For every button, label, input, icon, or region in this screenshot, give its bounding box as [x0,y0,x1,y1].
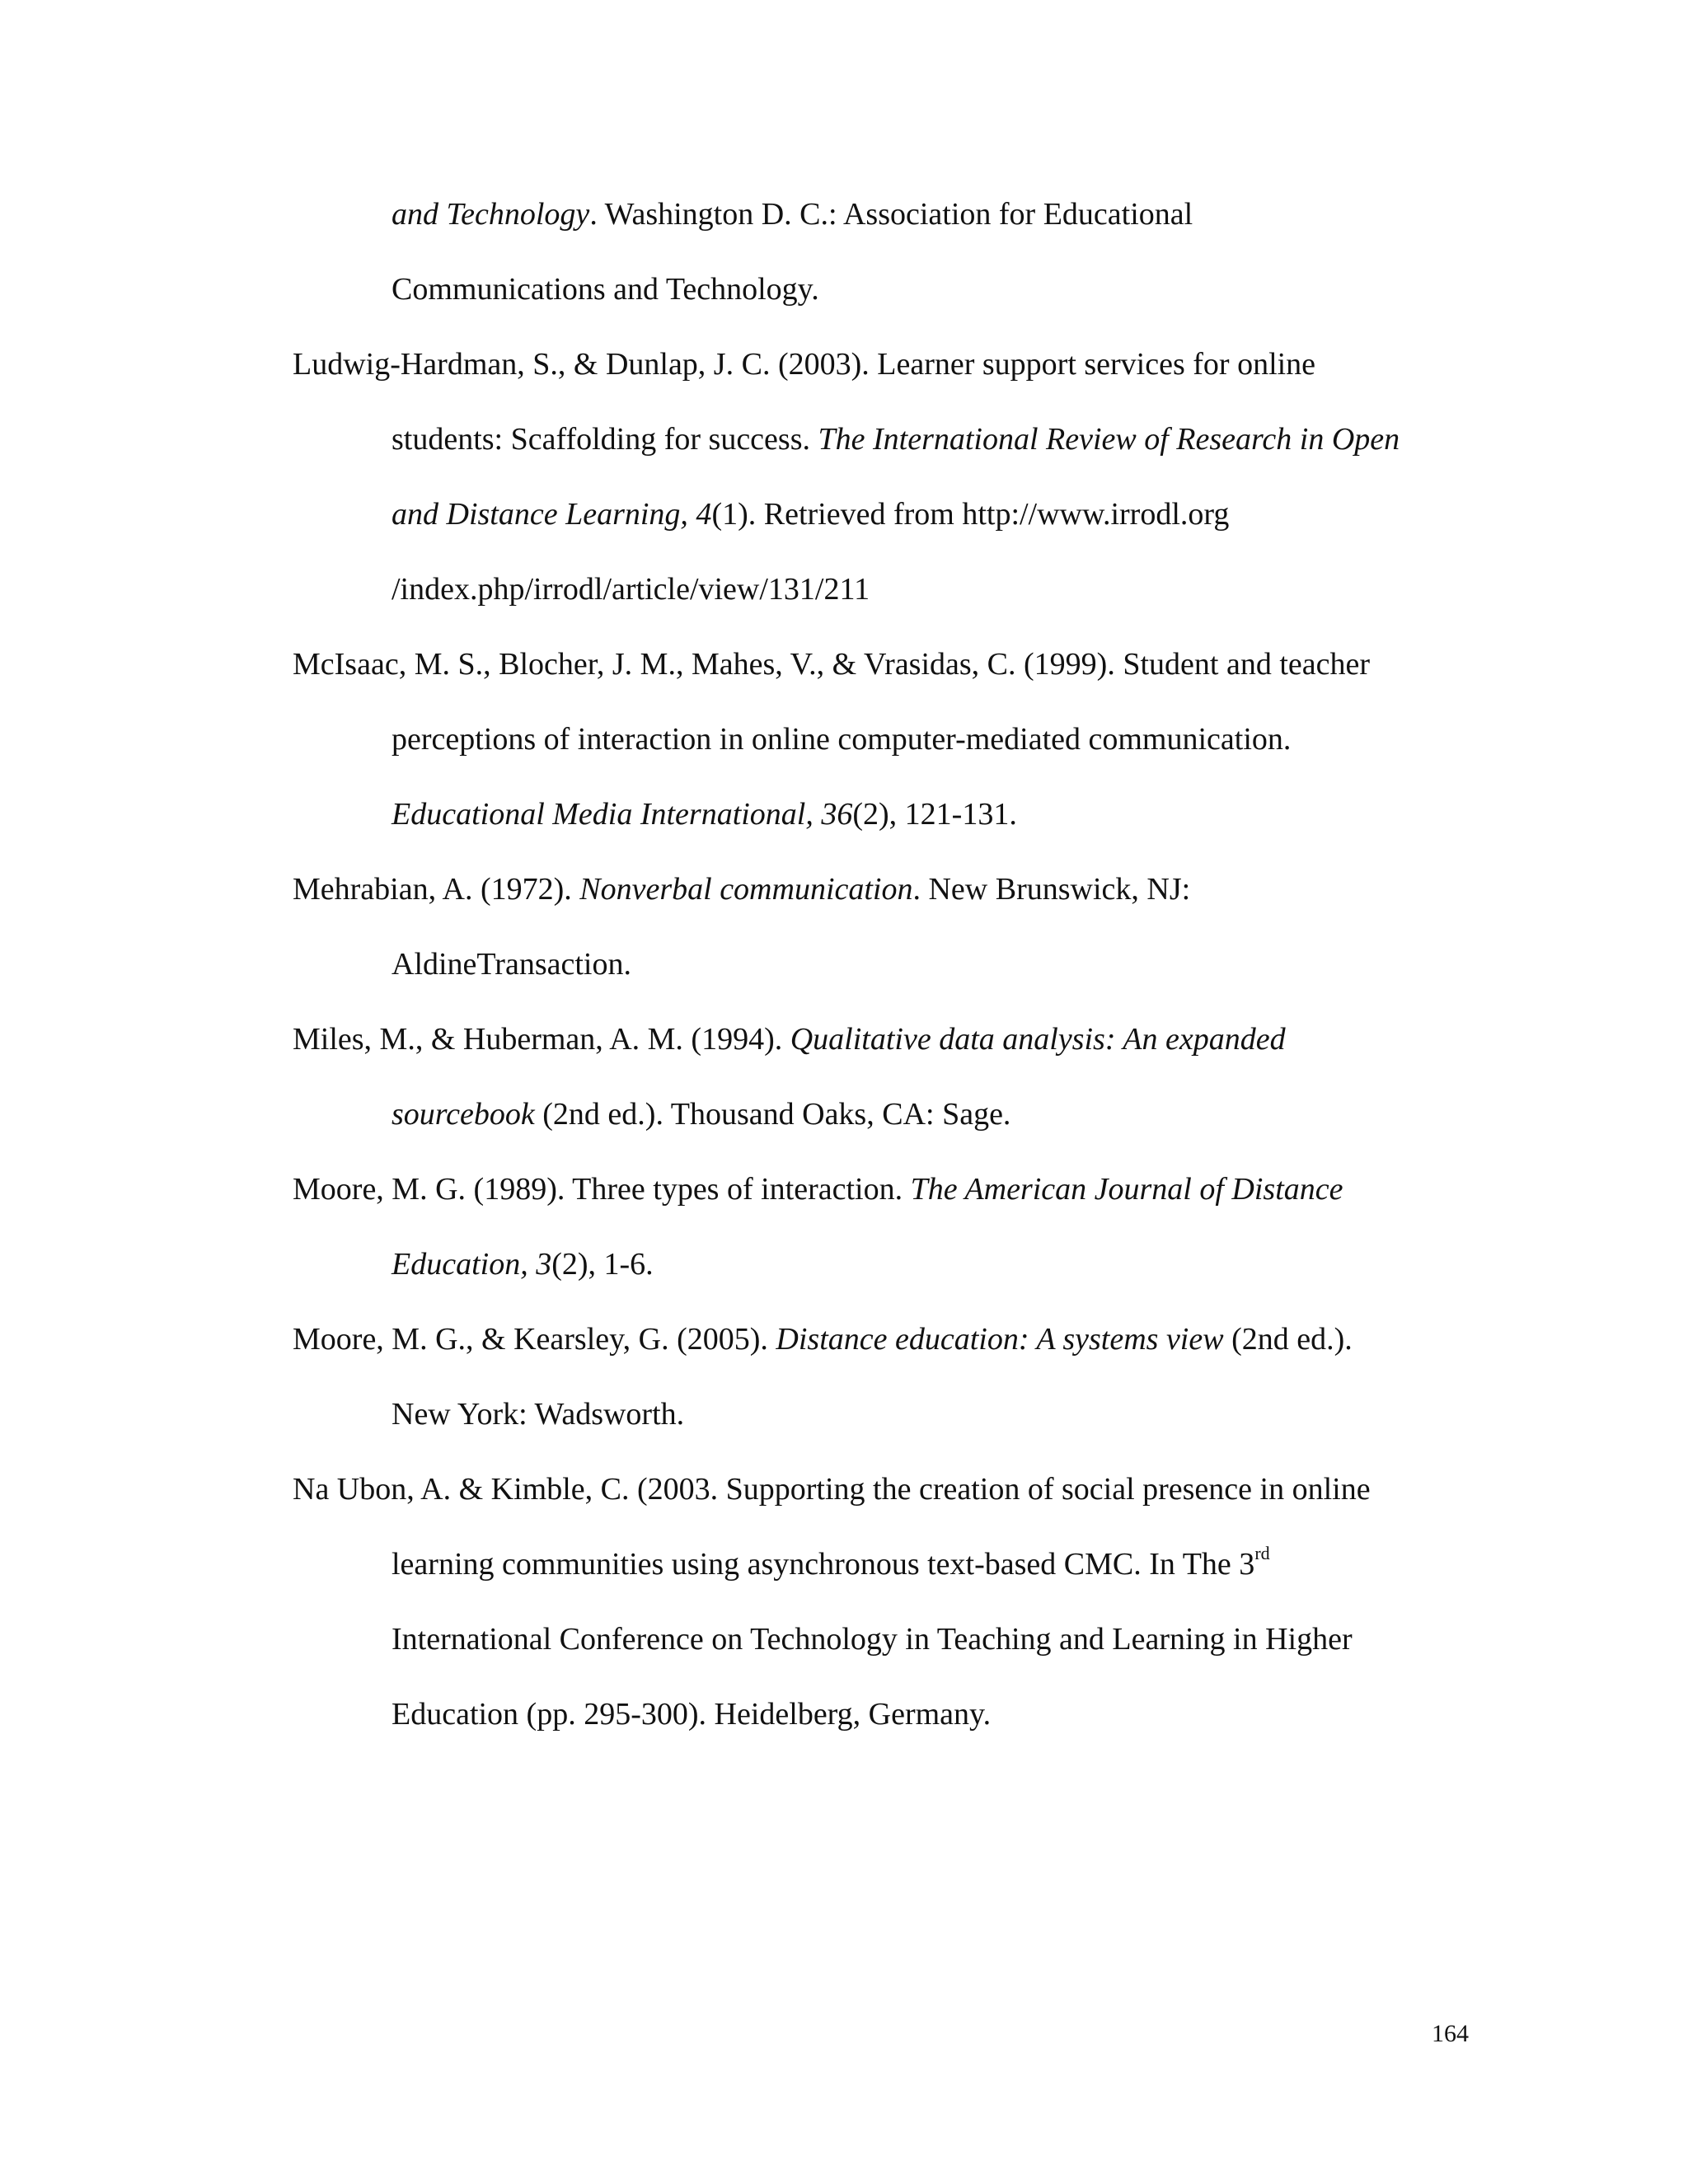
italic-title: Distance education: A systems view [776,1322,1224,1357]
reference-line [392,495,1229,533]
reference-text: (2), 1-6. [551,1247,654,1282]
reference-text: . New Brunswick, NJ: [912,872,1191,907]
reference-text: New York: Wadsworth. [392,1397,685,1432]
reference-text: AldineTransaction. [392,947,631,982]
reference-line [392,570,870,608]
reference-text: Miles, M., & Huberman, A. M. (1994). [293,1022,790,1057]
reference-line [293,645,1370,683]
italic-title: Education, 3 [392,1247,552,1282]
italic-title: and Distance Learning, 4 [392,497,712,532]
reference-line [392,270,819,308]
reference-text: Moore, M. G., & Kearsley, G. (2005). [293,1322,776,1357]
italic-title: Educational Media International, 36 [392,797,853,832]
reference-line [293,345,1315,383]
reference-line [392,1545,1270,1583]
reference-line [392,195,1193,233]
reference-line [392,1095,1010,1133]
reference-text: . Washington D. C.: Association for Educational [589,197,1193,232]
italic-title: The American Journal of Distance [910,1172,1343,1207]
reference-text: (1). Retrieved from http://www.irrodl.org [711,497,1230,532]
reference-line [293,1470,1371,1508]
reference-text: /index.php/irrodl/article/view/131/211 [392,572,870,607]
italic-title: Qualitative data analysis: An expanded [790,1022,1286,1057]
reference-line [392,1245,654,1283]
reference-line [392,420,1400,458]
reference-line [392,945,631,983]
reference-text: Na Ubon, A. & Kimble, C. (2003. Supporting the creation of social presence in online [293,1472,1371,1507]
reference-text: Communications and Technology. [392,272,819,307]
reference-text: Ludwig-Hardman, S., & Dunlap, J. C. (2003). Learner support services for online [293,347,1316,382]
reference-text: International Conference on Technology in Teaching and Learning in Higher [392,1622,1353,1657]
page-number: 164 [1432,2020,1469,2047]
italic-title: The International Review of Research in Open [818,422,1400,457]
reference-text: learning communities using asynchronous text-based CMC. In The 3 [392,1547,1255,1582]
reference-line [392,1395,684,1433]
italic-title: sourcebook [392,1097,535,1132]
reference-line [293,1170,1343,1208]
reference-text: Moore, M. G. (1989). Three types of interaction. [293,1172,911,1207]
reference-text: students: Scaffolding for success. [392,422,818,457]
reference-text: (2nd ed.). Thousand Oaks, CA: Sage. [534,1097,1011,1132]
italic-title: Nonverbal communication [579,872,913,907]
reference-line [392,1620,1353,1658]
reference-line [293,1320,1353,1358]
superscript-text: rd [1254,1543,1270,1563]
reference-line [392,1695,991,1733]
reference-line [293,870,1190,908]
reference-line [293,1020,1286,1058]
reference-line [392,720,1291,758]
reference-text: Mehrabian, A. (1972). [293,872,580,907]
reference-text: McIsaac, M. S., Blocher, J. M., Mahes, V., & Vrasidas, C. (1999). Student and teacher [293,647,1370,682]
reference-text: (2), 121-131. [852,797,1017,832]
reference-text: Education (pp. 295-300). Heidelberg, Germany. [392,1697,992,1732]
reference-text: (2nd ed.). [1223,1322,1353,1357]
reference-text: perceptions of interaction in online computer-mediated communication. [392,722,1292,757]
italic-title: and Technology [392,197,590,232]
reference-line [392,795,1017,833]
